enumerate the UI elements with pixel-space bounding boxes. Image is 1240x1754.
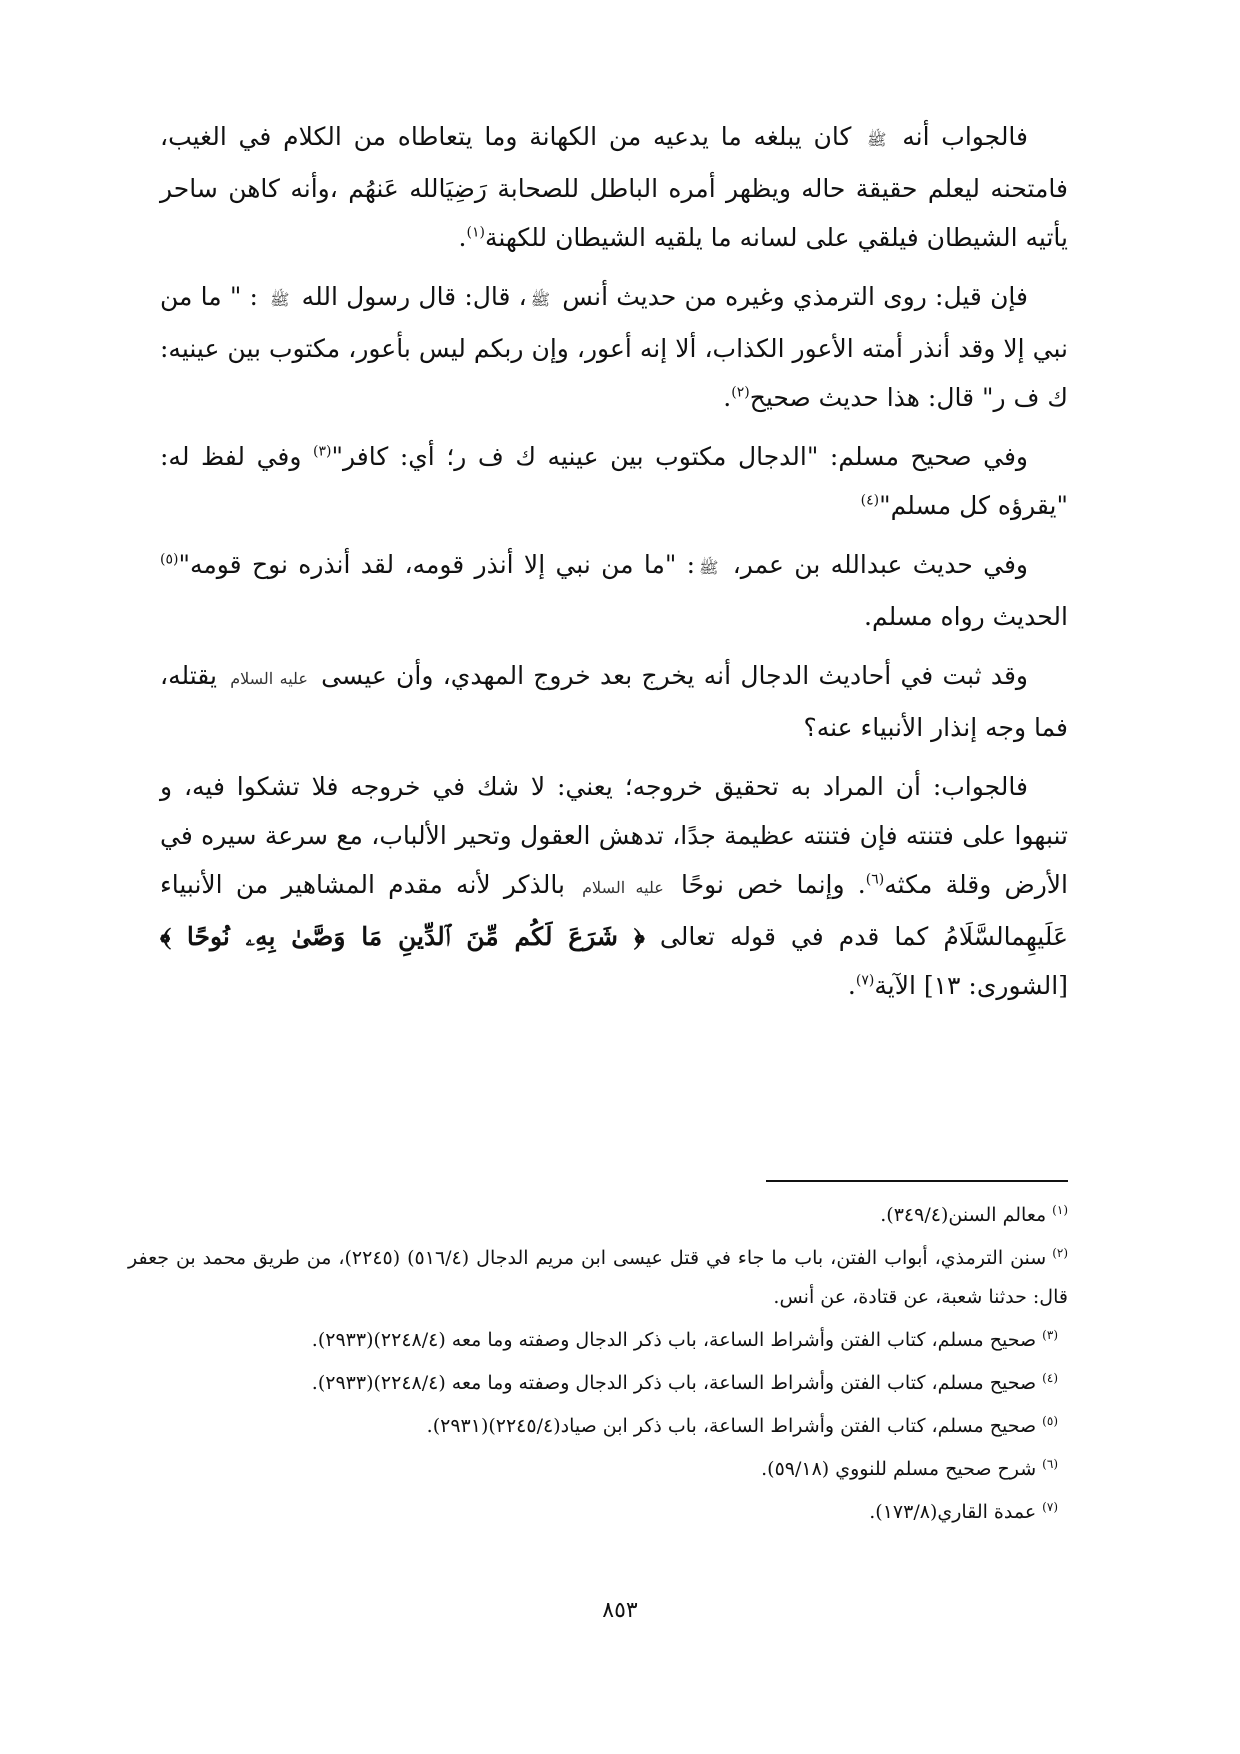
footnote-text: معالم السنن(٣٤٩/٤). [880,1204,1047,1226]
footnote-number: (٦) [1042,1456,1058,1471]
footnote-reference: (١) [466,224,485,241]
text-run: وفي حديث عبدالله بن عمر، [722,550,1028,579]
honorific-glyph: ﷺ [867,130,887,149]
footnote-item [128,1407,1068,1446]
main-text-body [160,112,1068,1020]
footnote-reference: (٤) [860,492,880,509]
footnote-item [128,1364,1068,1403]
paragraph-p4 [160,540,1068,641]
paragraph-p1 [160,112,1068,262]
paragraph-p3 [160,432,1068,530]
text-run: . [458,223,467,252]
footnote-text: صحيح مسلم، كتاب الفتن وأشراط الساعة، باب ذكر ابن صياد(٢٢٤٥/٤)(٢٩٣١). [426,1415,1037,1437]
text-run: الحديث رواه مسلم. [864,602,1068,631]
text-run: وفي لفظ له: "يقرؤه كل مسلم" [160,442,1068,520]
page-number: ٨٥٣ [602,1598,638,1623]
footnote-reference: (٦) [865,871,885,888]
footnote-reference: (٢) [731,384,750,401]
text-run: وفي صحيح مسلم: "الدجال مكتوب بين عينيه ك ف ر؛ أي: كافر" [331,442,1028,471]
text-run: بالذكر لأنه مقدم المشاهير من الأنبياء عَلَيهِمالسَّلَامُ كما قدم في قوله تعالى [160,870,1068,951]
text-run: فالجواب أنه [890,122,1028,151]
honorific-glyph: ﷺ [270,290,290,309]
footnote-text: صحيح مسلم، كتاب الفتن وأشراط الساعة، باب ذكر الدجال وصفته وما معه (٢٢٤٨/٤)(٢٩٣٣). [311,1372,1037,1394]
text-run: فإن قيل: روى الترمذي وغيره من حديث أنس [554,282,1028,311]
footnote-text: سنن الترمذي، أبواب الفتن، باب ما جاء في قتل عيسى ابن مريم الدجال (٥١٦/٤) (٢٢٤٥)، من طريق محمد بن جعفر قال: حدثنا شعبة، عن قتادة، عن أنس. [128,1247,1068,1308]
paragraph-p5 [160,651,1068,752]
text-run: [الشورى: ١٣] الآية [874,971,1068,1000]
footnote-item [128,1239,1068,1317]
footnote-item [128,1450,1068,1489]
paragraph-p6 [160,762,1068,1010]
footnote-item [128,1493,1068,1532]
honorific-glyph: ﷺ [699,558,719,577]
footnote-divider [766,1180,1068,1182]
footnotes-section [128,1196,1068,1536]
footnote-number: (١) [1052,1202,1068,1217]
honorific-glyph: عليه السلام [230,669,308,688]
honorific-glyph: ﷺ [530,290,551,309]
text-run: : "ما من نبي إلا أنذر قومه، لقد أنذره نوح قومه" [178,550,696,579]
text-run: . وإنما خص نوحًا [667,870,866,899]
text-run: . [847,971,856,1000]
text-run: يقتله، فما وجه إنذار الأنبياء عنه؟ [160,661,1068,742]
footnote-number: (٧) [1042,1499,1058,1514]
footnote-reference: (٥) [160,551,179,568]
text-run: كان يبلغه ما يدعيه من الكهانة وما يتعاطاه من الكلام في الغيب، فامتحنه ليعلم حقيقة حاله ويظهر أمره الباطل للصحابة رَضِيَالله عَنهُم ،وأنه كاهن ساحر يأتيه الشيطان فيلقي على لسانه ما يلقيه الشيطان للكهنة [160,122,1068,252]
text-run: ، قال: قال رسول الله [293,282,527,311]
quran-verse: ﴿ شَرَعَ لَكُم مِّنَ ٱلدِّينِ مَا وَصَّىٰ بِهِۦ نُوحًا ﴾ [160,922,645,951]
text-run: وقد ثبت في أحاديث الدجال أنه يخرج بعد خروج المهدي، وأن عيسى [311,661,1029,690]
footnote-item [128,1321,1068,1360]
footnote-number: (٣) [1042,1327,1058,1342]
paragraph-p2 [160,272,1068,422]
text-run: . [723,383,732,412]
footnote-number: (٥) [1042,1413,1058,1428]
footnote-item [128,1196,1068,1235]
footnote-reference: (٣) [313,443,332,460]
footnote-text: شرح صحيح مسلم للنووي (٥٩/١٨). [761,1458,1037,1480]
honorific-glyph: عليه السلام [582,878,664,897]
footnote-number: (٢) [1052,1245,1069,1260]
text-run: فالجواب: أن المراد به تحقيق خروجه؛ يعني: لا شك في خروجه فلا تشكوا فيه، و تنبهوا على فتنته فإن فتنته عظيمة جدًا، تدهش العقول وتحير الألباب، مع سرعة سيره في الأرض وقلة مكثه [160,772,1069,899]
footnote-text: صحيح مسلم، كتاب الفتن وأشراط الساعة، باب ذكر الدجال وصفته وما معه (٢٢٤٨/٤)(٢٩٣٣). [311,1329,1037,1351]
footnote-reference: (٧) [855,972,875,989]
footnote-number: (٤) [1042,1370,1058,1385]
footnote-text: عمدة القاري(١٧٣/٨). [869,1501,1037,1523]
text-run: : " ما من نبي إلا وقد أنذر أمته الأعور الكذاب، ألا إنه أعور، وإن ربكم ليس بأعور، مكتوب بين عينيه: ك ف ر" قال: هذا حديث صحيح [160,282,1068,412]
